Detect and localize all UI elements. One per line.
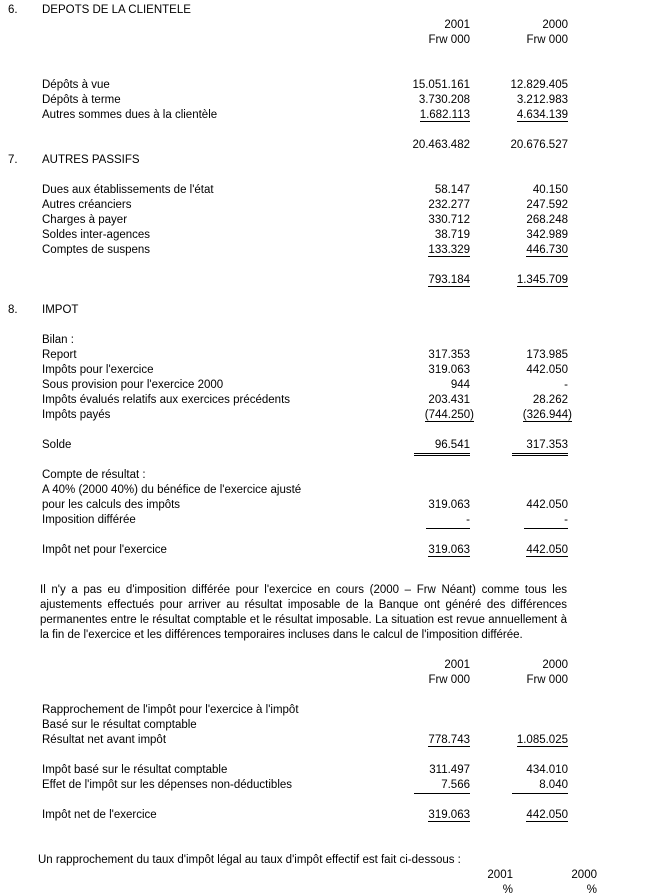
- value-2001: 3.730.208: [418, 94, 470, 106]
- deferred-tax-paragraph: Il n'y a pas eu d'imposition différée pour l'exercice en cours (2000 – Frw Néant) comme tous les ajustements effectués pour arriver au résultat imposable de la Banque ont généré des différences permanentes entre le résultat comptable et le résultat imposable. La situation est revue annuellement à la fin de l'exercice et les différences temporaires incluses dans le calcul de l'imposition différée.: [40, 584, 567, 641]
- column-header-pct-row: [38, 883, 597, 895]
- value-2001: 7.566: [414, 778, 470, 794]
- table-row: [42, 733, 568, 748]
- table-row: [42, 228, 568, 243]
- value-2001: 1.682.113: [419, 109, 470, 121]
- section-title: DEPOTS DE LA CLIENTELE: [42, 4, 191, 16]
- text-row: [42, 718, 568, 733]
- section-title: AUTRES PASSIFS: [42, 154, 140, 166]
- section-number: 6.: [8, 4, 18, 16]
- column-header-year-row: [42, 18, 568, 33]
- value-2000: 442.050: [526, 809, 568, 821]
- table-row: [42, 363, 568, 378]
- value-2001: -: [426, 513, 470, 529]
- table-row: [42, 183, 568, 198]
- text-row: [42, 483, 568, 498]
- value-2000: 446.730: [526, 244, 568, 256]
- value-2001: 319.063: [428, 364, 470, 376]
- value-2001: 330.712: [428, 214, 470, 226]
- col-unit-2001: Frw 000: [428, 34, 470, 46]
- table-row: [42, 198, 568, 213]
- col-header-2001: 2001: [444, 659, 470, 671]
- row-label: Comptes de suspens: [42, 244, 151, 256]
- row-label: Solde: [42, 439, 72, 451]
- section-7-heading: [8, 153, 662, 168]
- rapprochement-line2: Basé sur le résultat comptable: [42, 719, 197, 731]
- col-unit-2000: Frw 000: [526, 34, 568, 46]
- total-2000: 20.676.527: [510, 139, 568, 151]
- value-2001: 133.329: [428, 244, 470, 256]
- total-2001: 793.184: [428, 274, 470, 286]
- value-2001: 15.051.161: [412, 79, 470, 91]
- table-row: [42, 213, 568, 228]
- total-2001: 20.463.482: [412, 139, 470, 151]
- table-row: [42, 108, 568, 123]
- value-2000: 12.829.405: [510, 79, 568, 91]
- value-2000: 442.050: [526, 499, 568, 511]
- value-2001: 96.541: [414, 438, 470, 456]
- row-label: pour les calculs des impôts: [42, 499, 181, 511]
- col-unit-2001: Frw 000: [428, 674, 470, 686]
- col-header-2001: 2001: [487, 869, 513, 881]
- column-header-unit-row: [42, 33, 568, 48]
- total-2000: 1.345.709: [516, 274, 568, 286]
- value-2000: -: [564, 379, 568, 391]
- value-2001: 778.743: [428, 734, 470, 746]
- value-2000: 3.212.983: [516, 94, 568, 106]
- tax-rate-reconciliation-intro: [38, 853, 597, 895]
- section-number: 8.: [8, 304, 18, 316]
- col-header-2001: 2001: [444, 19, 470, 31]
- value-2000: 268.248: [526, 214, 568, 226]
- col-unit-2000: Frw 000: [526, 674, 568, 686]
- subheading-bilan: Bilan :: [42, 334, 74, 346]
- row-label: Résultat net avant impôt: [42, 734, 167, 746]
- text-row: [38, 853, 597, 868]
- section-6-heading: [8, 3, 662, 18]
- value-2000: 8.040: [512, 778, 568, 794]
- table-row: [42, 378, 568, 393]
- row-label: Autres sommes dues à la clientèle: [42, 109, 218, 121]
- row-label: Sous provision pour l'exercice 2000: [42, 379, 224, 391]
- total-row: [42, 543, 568, 558]
- text-row: [42, 703, 568, 718]
- section-title: IMPOT: [42, 304, 79, 316]
- table-row: [42, 763, 568, 778]
- value-2000: 28.262: [532, 394, 568, 406]
- row-label: Impôts pour l'exercice: [42, 364, 154, 376]
- row-label: Soldes inter-agences: [42, 229, 151, 241]
- table-row: [42, 393, 568, 408]
- value-2000: 173.985: [526, 349, 568, 361]
- col-header-2000: 2000: [571, 869, 597, 881]
- value-2000: -: [524, 513, 568, 529]
- rapprochement-line1: Rapprochement de l'impôt pour l'exercice à l'impôt: [42, 704, 299, 716]
- row-label: Impôt net pour l'exercice: [42, 544, 167, 556]
- col-header-2000: 2000: [542, 19, 568, 31]
- section-8-rapprochement-table: [42, 658, 568, 823]
- value-2000: 442.050: [526, 544, 568, 556]
- row-label: Impôt net de l'exercice: [42, 809, 157, 821]
- section-7-table: [42, 168, 568, 303]
- table-row: [42, 513, 568, 528]
- row-label: Report: [42, 349, 77, 361]
- section-number: 7.: [8, 154, 18, 166]
- row-label: Charges à payer: [42, 214, 128, 226]
- total-row: [42, 273, 568, 288]
- solde-row: [42, 438, 568, 453]
- col-pct-2001: %: [502, 884, 513, 895]
- value-2000: 40.150: [532, 184, 568, 196]
- value-2001: 232.277: [428, 199, 470, 211]
- table-row: [42, 348, 568, 363]
- taux-line: Un rapprochement du taux d'impôt légal au taux d'impôt effectif est fait ci-dessous :: [38, 854, 461, 866]
- row-label: Dues aux établissements de l'état: [42, 184, 214, 196]
- section-6-table: [42, 18, 568, 153]
- section-8-heading: [8, 303, 662, 318]
- row-label: Dépôts à terme: [42, 94, 121, 106]
- table-row: [42, 498, 568, 513]
- value-2001: 203.431: [428, 394, 470, 406]
- value-2000: 434.010: [526, 764, 568, 776]
- col-pct-2000: %: [586, 884, 597, 895]
- row-label: Dépôts à vue: [42, 79, 110, 91]
- subheading-row: [42, 468, 568, 483]
- section-8-bilan-table: [42, 318, 572, 558]
- value-2000: (326.944): [522, 409, 572, 421]
- row-label: Effet de l'impôt sur les dépenses non-déductibles: [42, 779, 293, 791]
- table-row: [42, 78, 568, 93]
- total-row: [42, 138, 568, 153]
- value-2000: 342.989: [526, 229, 568, 241]
- table-row: [42, 408, 572, 423]
- value-2001: 311.497: [429, 764, 470, 776]
- row-label: Impôt basé sur le résultat comptable: [42, 764, 228, 776]
- value-2000: 442.050: [526, 364, 568, 376]
- subheading-compte: Compte de résultat :: [42, 469, 146, 481]
- value-2000: 317.353: [512, 438, 568, 456]
- col-header-2000: 2000: [542, 659, 568, 671]
- column-header-year-row: [38, 868, 597, 883]
- row-label: Imposition différée: [42, 514, 136, 526]
- subheading-row: [42, 333, 568, 348]
- value-2000: 1.085.025: [516, 734, 568, 746]
- value-2001: 319.063: [428, 499, 470, 511]
- table-row: [42, 778, 568, 793]
- value-2001: 319.063: [428, 544, 470, 556]
- value-2001: 319.063: [428, 809, 470, 821]
- value-2001: 944: [450, 379, 470, 391]
- compte-line1: A 40% (2000 40%) du bénéfice de l'exercice ajusté: [42, 484, 302, 496]
- value-2001: 58.147: [434, 184, 470, 196]
- column-header-year-row: [42, 658, 568, 673]
- value-2001: 38.719: [434, 229, 470, 241]
- table-row: [42, 243, 568, 258]
- table-row: [42, 93, 568, 108]
- row-label: Autres créanciers: [42, 199, 132, 211]
- value-2001: (744.250): [424, 409, 474, 421]
- column-header-unit-row: [42, 673, 568, 688]
- row-label: Impôts payés: [42, 409, 111, 421]
- value-2000: 247.592: [526, 199, 568, 211]
- value-2000: 4.634.139: [516, 109, 568, 121]
- value-2001: 317.353: [428, 349, 470, 361]
- total-row: [42, 808, 568, 823]
- row-label: Impôts évalués relatifs aux exercices précédents: [42, 394, 291, 406]
